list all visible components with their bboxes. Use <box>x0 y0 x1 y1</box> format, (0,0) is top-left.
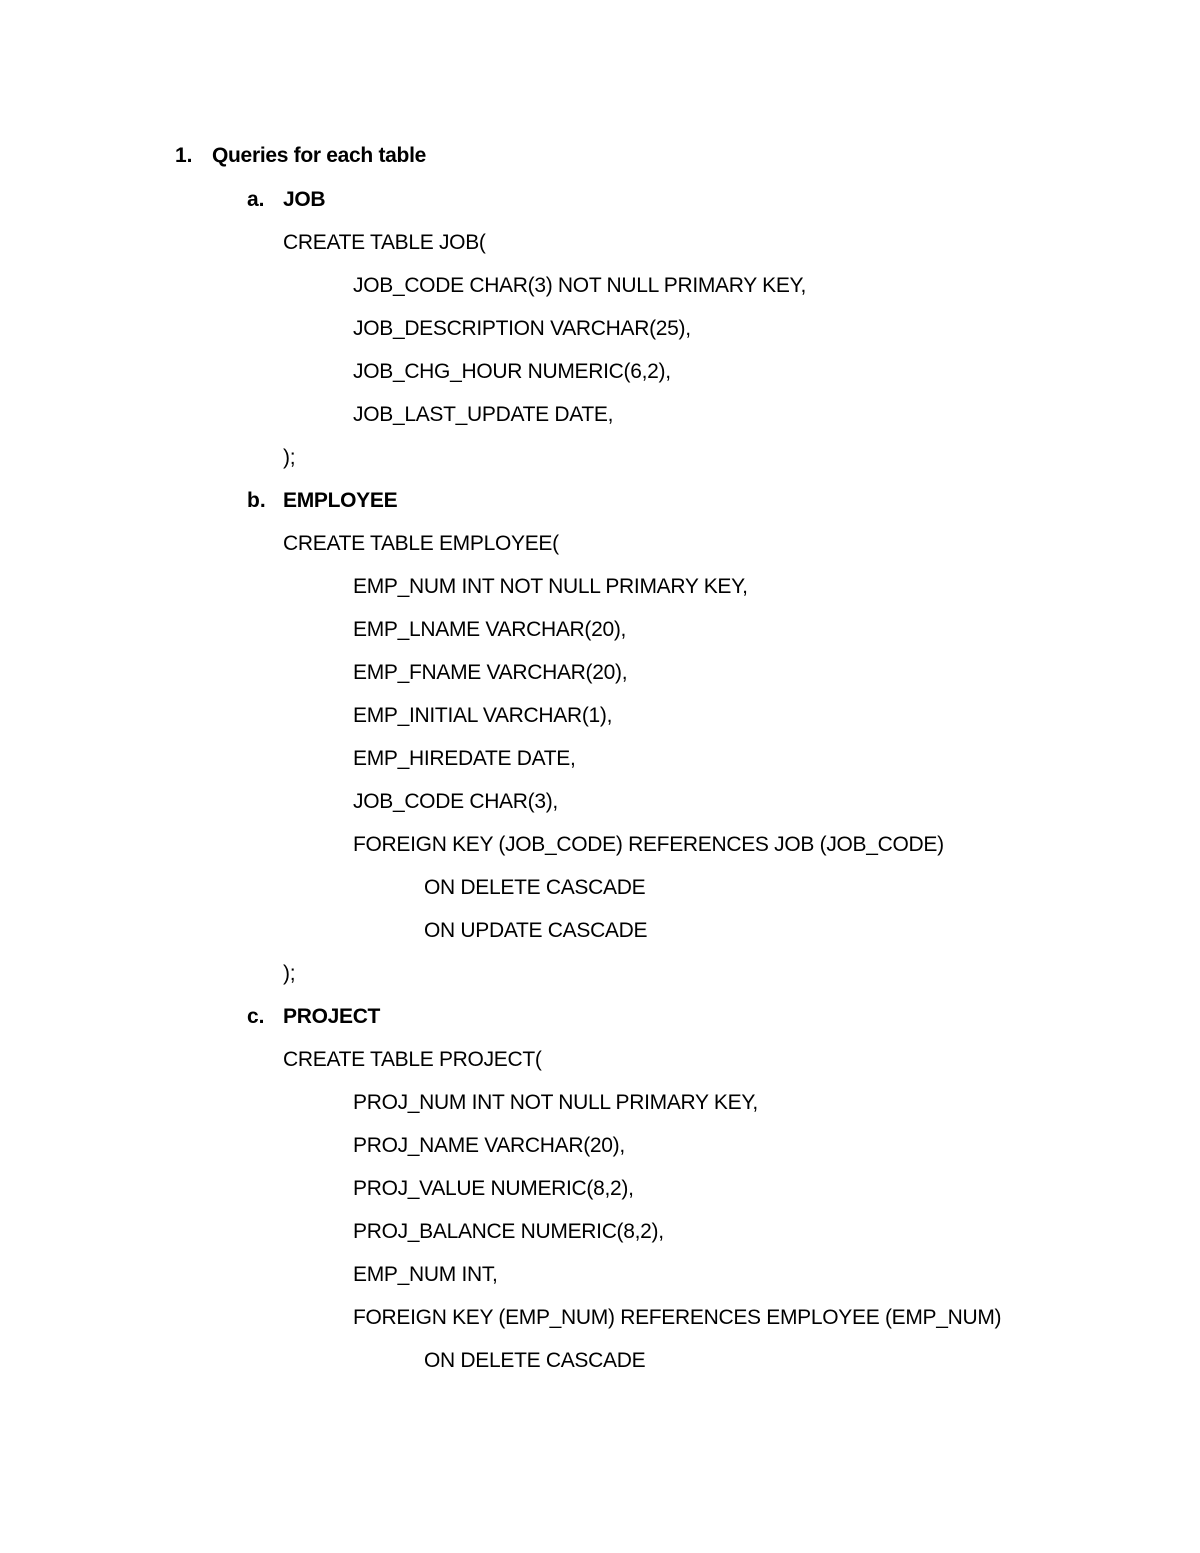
column-line: JOB_CHG_HOUR NUMERIC(6,2), <box>353 360 671 383</box>
column-line: PROJ_NAME VARCHAR(20), <box>353 1134 625 1157</box>
on-delete-line: ON DELETE CASCADE <box>424 876 646 899</box>
section-marker-employee: b. <box>247 489 266 512</box>
on-update-line: ON UPDATE CASCADE <box>424 919 648 942</box>
foreign-key-line: FOREIGN KEY (JOB_CODE) REFERENCES JOB (JOB_CODE) <box>353 833 944 856</box>
section-marker-project: c. <box>247 1005 265 1028</box>
column-line: JOB_CODE CHAR(3), <box>353 790 558 813</box>
column-line: PROJ_VALUE NUMERIC(8,2), <box>353 1177 634 1200</box>
column-line: PROJ_BALANCE NUMERIC(8,2), <box>353 1220 664 1243</box>
column-line: EMP_NUM INT NOT NULL PRIMARY KEY, <box>353 575 748 598</box>
column-line: EMP_INITIAL VARCHAR(1), <box>353 704 613 727</box>
section-title-project: PROJECT <box>283 1005 381 1028</box>
on-delete-line: ON DELETE CASCADE <box>424 1349 646 1372</box>
column-line: JOB_DESCRIPTION VARCHAR(25), <box>353 317 691 340</box>
column-line: PROJ_NUM INT NOT NULL PRIMARY KEY, <box>353 1091 758 1114</box>
column-line: EMP_HIREDATE DATE, <box>353 747 576 770</box>
section-marker-job: a. <box>247 188 265 211</box>
column-line: EMP_NUM INT, <box>353 1263 498 1286</box>
heading-title: Queries for each table <box>212 144 426 167</box>
column-line: JOB_LAST_UPDATE DATE, <box>353 403 614 426</box>
column-line: EMP_FNAME VARCHAR(20), <box>353 661 628 684</box>
foreign-key-line: FOREIGN KEY (EMP_NUM) REFERENCES EMPLOYEE (EMP_NUM) <box>353 1306 1002 1329</box>
column-line: EMP_LNAME VARCHAR(20), <box>353 618 627 641</box>
create-statement-employee: CREATE TABLE EMPLOYEE( <box>283 532 559 555</box>
close-statement-employee: ); <box>283 962 296 985</box>
section-title-job: JOB <box>283 188 326 211</box>
create-statement-job: CREATE TABLE JOB( <box>283 231 486 254</box>
column-line: JOB_CODE CHAR(3) NOT NULL PRIMARY KEY, <box>353 274 807 297</box>
create-statement-project: CREATE TABLE PROJECT( <box>283 1048 542 1071</box>
heading-number: 1. <box>175 144 193 167</box>
section-title-employee: EMPLOYEE <box>283 489 398 512</box>
close-statement-job: ); <box>283 446 296 469</box>
